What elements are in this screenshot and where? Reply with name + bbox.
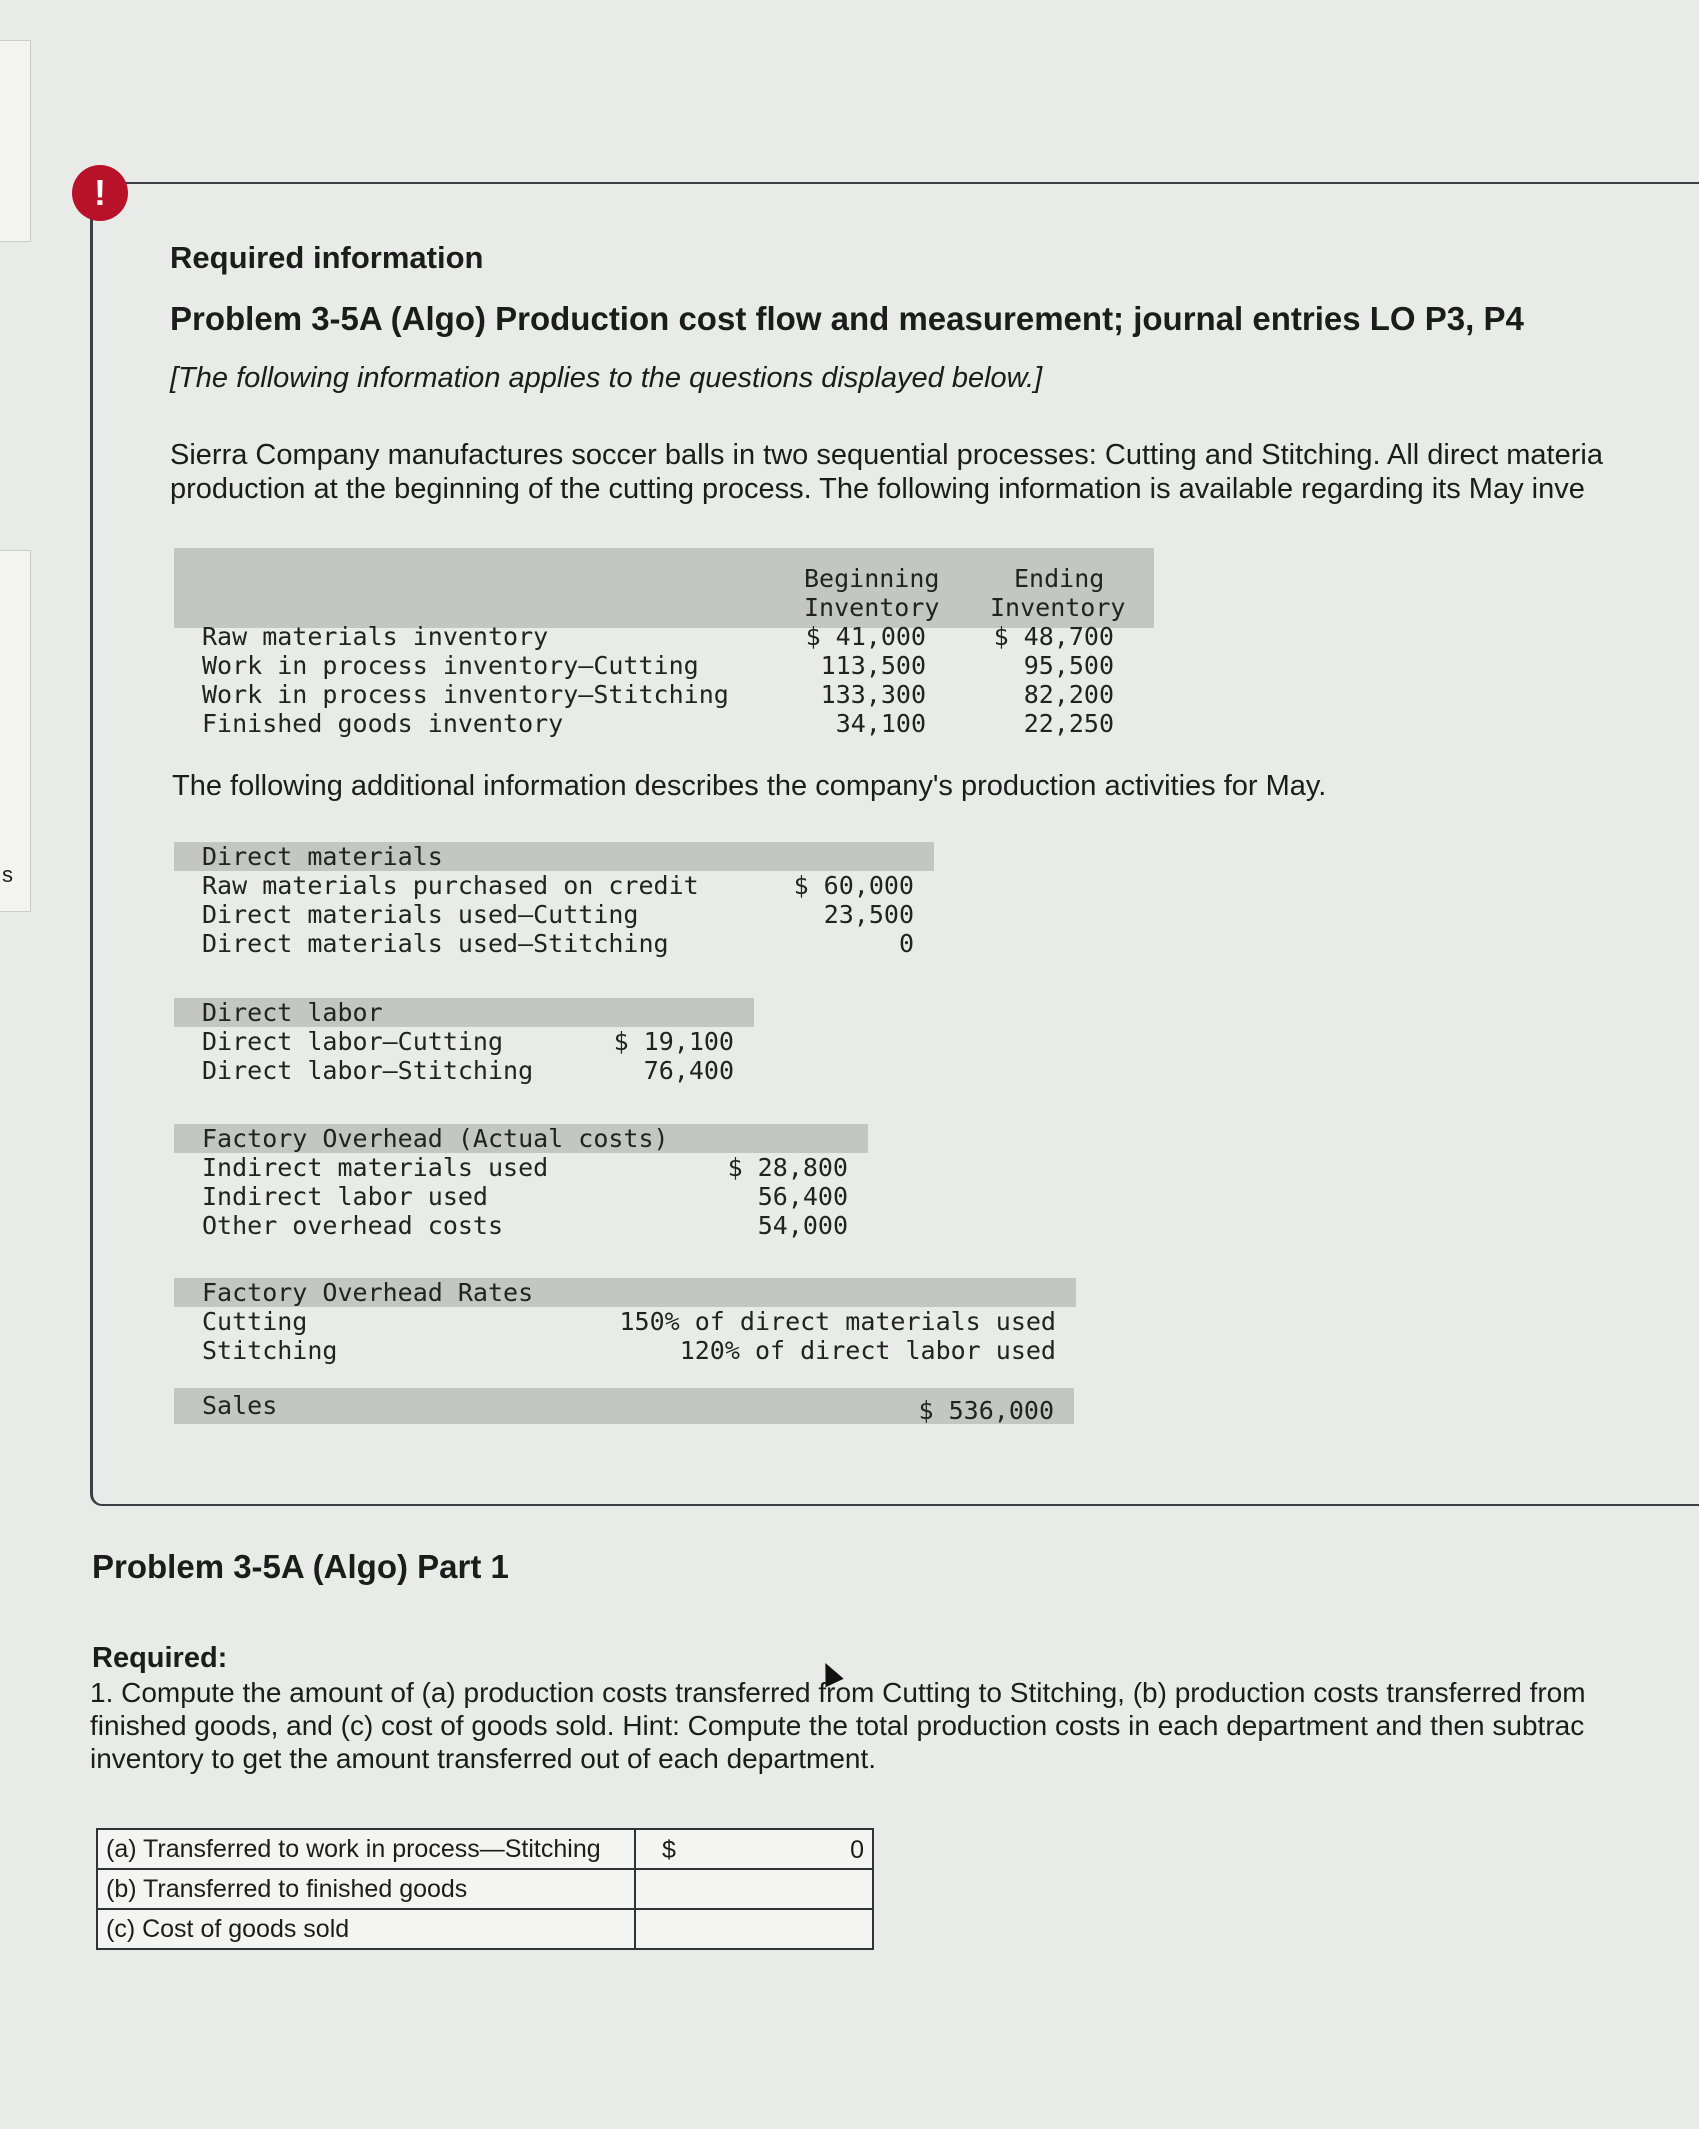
instruction-line-3: inventory to get the amount transferred out of each department.	[90, 1743, 877, 1774]
row-value: $ 60,000	[793, 871, 914, 900]
row-end: 95,500	[1023, 651, 1114, 680]
overhead-rates-heading: Factory Overhead Rates	[202, 1278, 534, 1307]
table-row	[174, 900, 934, 929]
row-value: 150% of direct materials used	[619, 1307, 1056, 1336]
row-end: $ 48,700	[993, 622, 1114, 651]
row-label: Cutting	[202, 1307, 308, 1336]
table-row	[97, 1869, 873, 1909]
row-label: Direct materials used—Cutting	[202, 900, 639, 929]
instruction-line-2: finished goods, and (c) cost of goods sold. Hint: Compute the total production costs in each department and then subtrac	[90, 1710, 1585, 1741]
answer-table	[96, 1828, 874, 1950]
row-end: 22,250	[1023, 709, 1114, 738]
table-row	[174, 929, 934, 958]
sales-label: Sales	[202, 1391, 278, 1420]
currency-symbol: $	[662, 1836, 676, 1864]
answer-input-c[interactable]	[635, 1909, 873, 1949]
intro-line-2: production at the beginning of the cutting process. The following information is available regarding its May inve	[170, 473, 1585, 505]
factory-overhead-table	[174, 1124, 868, 1240]
col-header-beginning-inventory: Inventory	[804, 593, 940, 622]
left-edge-tab-top	[0, 40, 31, 242]
direct-labor-heading: Direct labor	[202, 998, 383, 1027]
sales-row	[174, 1388, 1074, 1424]
col-header-beginning: Beginning	[804, 564, 940, 593]
row-value: 120% of direct labor used	[679, 1336, 1056, 1365]
row-value: 76,400	[643, 1056, 734, 1085]
row-label: Stitching	[202, 1336, 338, 1365]
instruction-line-1: 1. Compute the amount of (a) production costs transferred from Cutting to Stitching, (b) production costs transferred from	[90, 1677, 1586, 1708]
table-row	[97, 1829, 873, 1869]
row-label: Other overhead costs	[202, 1211, 504, 1240]
row-value: 56,400	[757, 1182, 848, 1211]
row-label: Direct labor—Stitching	[202, 1056, 534, 1085]
row-value: $ 19,100	[613, 1027, 734, 1056]
table-row	[174, 622, 1154, 651]
row-label: Work in process inventory—Cutting	[202, 651, 699, 680]
alert-icon: !	[72, 165, 128, 221]
row-label: Indirect labor used	[202, 1182, 488, 1211]
row-end: 82,200	[1023, 680, 1114, 709]
direct-labor-table	[174, 998, 754, 1085]
table-row	[174, 1307, 1076, 1336]
factory-overhead-heading: Factory Overhead (Actual costs)	[202, 1124, 669, 1153]
inventory-table	[174, 548, 1154, 742]
table-row	[97, 1909, 873, 1949]
intro-line-1: Sierra Company manufactures soccer balls in two sequential processes: Cutting and Stitching. All direct materia	[170, 439, 1603, 471]
table-row	[174, 1153, 868, 1182]
direct-materials-heading: Direct materials	[202, 842, 443, 871]
table-row	[174, 680, 1154, 709]
left-edge-tab-middle	[0, 550, 31, 912]
table-row	[174, 1336, 1076, 1365]
answer-label-a: (a) Transferred to work in process—Stitching	[97, 1829, 635, 1869]
answer-value-a: 0	[850, 1836, 864, 1864]
table-row	[174, 1056, 754, 1085]
row-value: 23,500	[823, 900, 914, 929]
table-row	[174, 1211, 868, 1240]
answer-input-a[interactable]	[635, 1829, 873, 1869]
table-row	[174, 709, 1154, 738]
answer-input-b[interactable]	[635, 1869, 873, 1909]
applies-note: [The following information applies to the questions displayed below.]	[170, 362, 1043, 394]
row-label: Indirect materials used	[202, 1153, 549, 1182]
table-heading-row	[174, 842, 934, 871]
intro-paragraph	[170, 438, 1690, 506]
table-row	[174, 871, 934, 900]
row-label: Work in process inventory—Stitching	[202, 680, 729, 709]
direct-materials-table	[174, 842, 934, 958]
inventory-rows	[174, 622, 1154, 738]
row-begin: 113,500	[820, 651, 926, 680]
table-heading-row	[174, 1278, 1076, 1307]
row-value: $ 28,800	[727, 1153, 848, 1182]
row-begin: $ 41,000	[805, 622, 926, 651]
col-header-ending-inventory: Inventory	[990, 593, 1126, 622]
row-label: Direct materials used—Stitching	[202, 929, 669, 958]
required-instructions	[90, 1676, 1699, 1775]
row-label: Finished goods inventory	[202, 709, 564, 738]
required-information-heading: Required information	[170, 240, 484, 275]
col-header-ending: Ending	[1014, 564, 1105, 593]
table-row	[174, 1027, 754, 1056]
part1-title: Problem 3-5A (Algo) Part 1	[92, 1548, 509, 1585]
answer-label-b: (b) Transferred to finished goods	[97, 1869, 635, 1909]
table-row	[174, 1182, 868, 1211]
answer-label-c: (c) Cost of goods sold	[97, 1909, 635, 1949]
row-label: Raw materials purchased on credit	[202, 871, 699, 900]
table-heading-row	[174, 998, 754, 1027]
additional-info-text: The following additional information describes the company's production activities for May.	[172, 770, 1327, 802]
table-heading-row	[174, 1124, 868, 1153]
problem-title: Problem 3-5A (Algo) Production cost flow and measurement; journal entries LO P3, P4	[170, 300, 1524, 337]
required-label: Required:	[92, 1642, 228, 1674]
table-row	[174, 651, 1154, 680]
row-begin: 133,300	[820, 680, 926, 709]
row-label: Raw materials inventory	[202, 622, 549, 651]
overhead-rates-table	[174, 1278, 1076, 1365]
sales-value: $ 536,000	[918, 1396, 1054, 1425]
row-value: 0	[898, 929, 914, 958]
left-edge-letter: s	[2, 862, 13, 887]
row-value: 54,000	[757, 1211, 848, 1240]
row-begin: 34,100	[835, 709, 926, 738]
row-label: Direct labor—Cutting	[202, 1027, 504, 1056]
